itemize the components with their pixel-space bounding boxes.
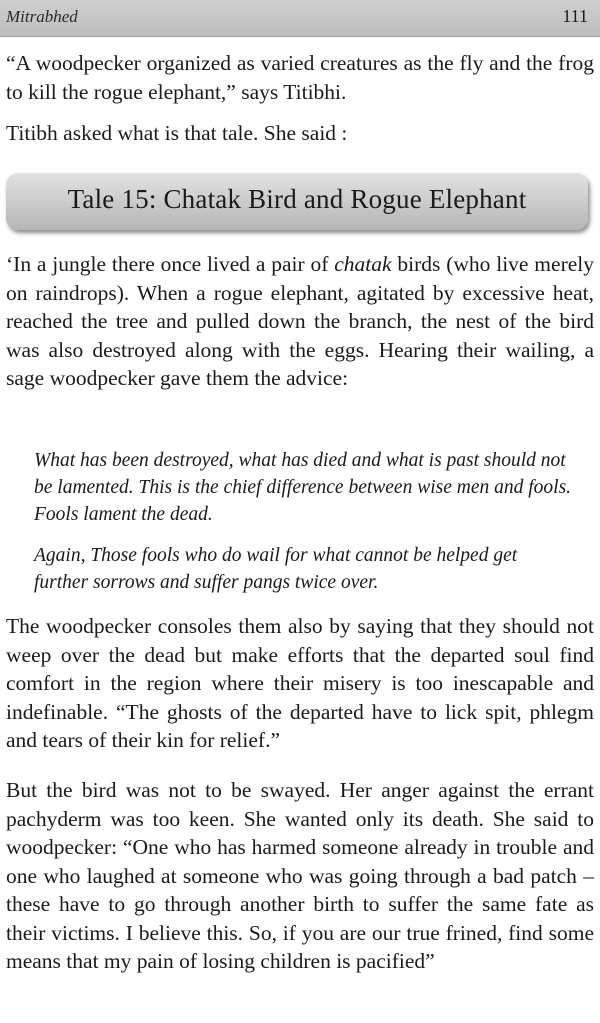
verse-quote-1: What has been destroyed, what has died and what is past should not be lamented. This is the chief difference between wise men and fools. Fools lament the dead. <box>34 450 572 525</box>
story-paragraph-1-start: ‘In a jungle there once lived a pair of <box>6 252 335 276</box>
story-paragraph-2: The woodpecker consoles them also by saying that they should not weep over the dead but make efforts that the departed soul find comfort in the region where their misery is too inescapable and indefinable. “The ghosts of the departed have to lick spit, phlegm and tears of their kin for relief.” <box>6 614 594 752</box>
tale-title: Tale 15: Chatak Bird and Rogue Elephant <box>67 184 527 214</box>
verse-quote-2: Again, Those fools who do wail for what cannot be helped get further sorrows and suffer pangs twice over. <box>34 545 518 593</box>
story-paragraph-1-end: birds (who live merely on raindrops). When a rogue elephant, agitated by excessive heat, reached the tree and pulled down the branch, the nest of the bird was also destroyed along with the eggs. Hearing their wailing, a sage woodpecker gave them the advice: <box>6 252 594 390</box>
chatak-term: chatak <box>334 252 392 276</box>
intro-followup: Titibh asked what is that tale. She said : <box>6 121 348 145</box>
intro-paragraph: “A woodpecker organized as varied creatures as the fly and the frog to kill the rogue elephant,” says Titibhi. <box>6 51 594 104</box>
running-header <box>0 0 600 37</box>
page-number: 111 <box>562 6 588 26</box>
tale-heading-banner <box>6 173 588 230</box>
story-paragraph-3: But the bird was not to be swayed. Her anger against the errant pachyderm was too keen. She wanted only its death. She said to woodpecker: “One who has harmed someone already in trouble and one who laughed at someone who was going through a bad patch – these have to go through another birth to suffer the same fate as their victims. I believe this. So, if you are our true frined, find some means that my pain of losing children is pacified” <box>6 778 594 973</box>
running-header-title: Mitrabhed <box>6 7 78 26</box>
story-paragraph-1 <box>6 250 594 393</box>
